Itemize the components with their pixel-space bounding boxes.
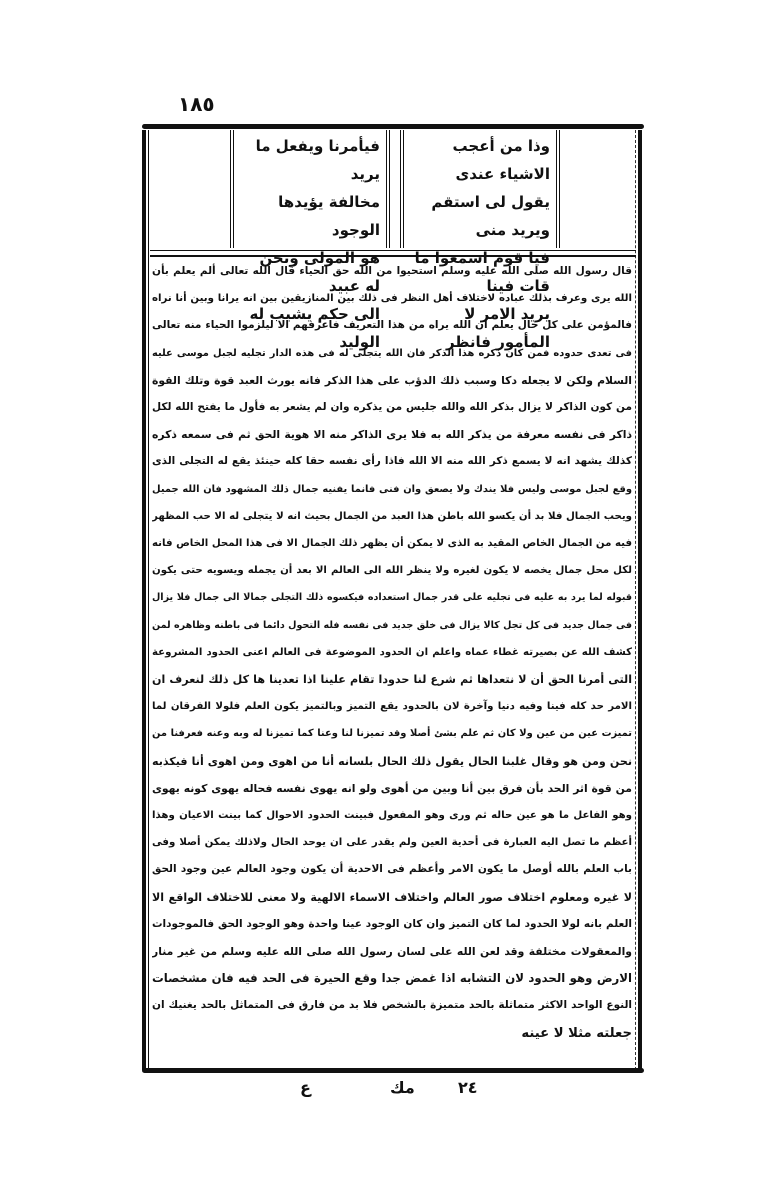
footer-signature-mark: مك xyxy=(390,1078,415,1097)
text-line: أعظم ما تصل اليه العبارة فى أحدية العين ولم يقدر على ان يوحد الحال ولاذلك يمكن أصلا وفى xyxy=(152,837,632,849)
poem-verse: هو المولى ونحن له عبيد xyxy=(259,249,380,295)
text-line: فى تعدى حدوده فمن كان ذكره هذا الذكر فان الله يتجلى له فى هذه الدار تجليه لجبل موسى عليه xyxy=(152,347,632,359)
footer-letter: ع xyxy=(300,1078,311,1097)
frame-bottom-rule xyxy=(142,1068,644,1073)
poem-left-column xyxy=(230,130,390,351)
text-line: ويحب الجمال فلا بد أن يكسو الله باطن هذا العبد من الجمال بحيث انه لا يتجلى له الا حب المظهر xyxy=(152,510,632,522)
text-line: العلم بانه لولا الحدود لما كان التميز وان كان الوجود عينا واحدة وهو الوجود الحق فالموجودات xyxy=(152,917,632,930)
frame-top-rule xyxy=(142,124,644,129)
text-line: فالمؤمن على كل حال يعلم ان الله يراه من هذا التعريف فاعرفهم الا ليلزموا الحياء منه تعالى xyxy=(152,319,632,332)
text-line: الامر حد كله فينا وفيه دنيا وآخرة لان بالحدود يقع التميز وبالتميز يكون العلم فلولا الفرقان لما xyxy=(152,701,632,713)
text-line: الله يرى وعرف بذلك عباده لاختلاف أهل النظر فى ذلك بين المنازيقين بين انه يرانا وبين أنا نراه xyxy=(152,293,632,305)
text-line: قال رسول الله صلى الله عليه وسلم استحيوا من الله حق الحياء قال الله تعالى ألم يعلم بأن xyxy=(152,265,632,277)
text-line: والمعقولات مختلفة وقد لعن الله على لسان رسول الله صلى الله عليه وسلم من غير منار xyxy=(152,945,632,959)
poem-verse: مخالفة يؤيدها الوجود xyxy=(278,193,380,239)
footer-signature-number: ٢٤ xyxy=(458,1078,478,1097)
text-line: كذلك يشهد انه لا يسمع ذكر الله منه الا الله فاذا رأى نفسه حقا كله حينئذ يقع له التجلى الذى xyxy=(152,455,632,468)
text-line: فى جمال جديد فى كل تجل كالا يزال فى خلق جديد فى نفسه فله التحول دائما فى باطنه وظاهره لمن xyxy=(152,619,632,631)
prose-body xyxy=(152,258,632,1047)
poem-verse: يريد الامر لا المأمور فانظر xyxy=(445,305,550,351)
poem-verse: الى حكم يشيب له الوليد xyxy=(249,305,380,351)
text-line: ذاكر فى نفسه معرفة من يذكر الله به فلا يرى الذاكر منه الا هوية الحق ثم فى سمعه ذكره xyxy=(152,428,632,442)
text-line: قبوله لما يرد به عليه فى تجليه على قدر جمال استعداده فيكسوه ذلك التجلى جمالا الى جمال فلا يزال xyxy=(152,592,632,604)
poem-right-column xyxy=(400,130,560,351)
text-line: من كون الذاكر لا يزال بذكر الله والله جليس من يذكره وان لم يشعر به فأول ما يفتح الله لكل xyxy=(152,401,632,414)
text-line: تميزت عين من عين ولا كان ثم علم بشئ أصلا وقد تميزنا لنا وعنا كما تميزنا له وبه وعنه فعرفنا من xyxy=(152,728,632,740)
text-line: الارض وهو الحدود لان التشابه اذا غمض جدا وقع الحيرة فى الحد فيه فان مشخصات xyxy=(152,971,632,986)
text-line: النوع الواحد الاكثر متماثلة بالحد متميزة بالشخص فلا بد من فارق فى المتماثل بالحد يغنيك ان xyxy=(152,999,632,1012)
poem-verse: فيا قوم اسمعوا ما قات فينا xyxy=(414,249,550,295)
text-line: التى أمرنا الحق أن لا نتعداها ثم شرع لنا حدودا تقام علينا اذا تعدينا ها كل ذلك لنعرف ان xyxy=(152,673,632,687)
text-line: فيه من الجمال الخاص المقيد به الذى لا يمكن أن يظهر ذلك الجمال الا فى هذا المحل الخاص فانه xyxy=(152,538,632,550)
text-line: كشف الله عن بصيرته غطاء عماه واعلم ان الحدود الموضوعة فى العالم اعنى الحدود المشروعة xyxy=(152,646,632,658)
text-line: من قوة اثر الحد بأن فرق بين أنا وبين من أهوى ولو انه يهوى نفسه فحاله يهوى كونه يهوى xyxy=(152,781,632,795)
poem-verse: فيأمرنا ويفعل ما يريد xyxy=(255,137,380,183)
text-line: لكل محل جمال يخصه لا يكون لغيره ولا ينظر الله الى العالم الا بعد أن يجمله ويسويه حتى يكون xyxy=(152,565,632,577)
text-line: السلام ولكن لا يجعله دكا وسبب ذلك الدؤب على هذا الذكر فانه يورث العبد قوة وتلك القوة xyxy=(152,373,632,387)
text-line: جعلته مثلا لا عينه xyxy=(521,1025,632,1041)
text-line: باب العلم بالله أوصل ما يكون الامر وأعظم فى الاحدية أن يكون وجود العالم عين وجود الحق xyxy=(152,863,632,876)
poem-separator xyxy=(150,250,636,257)
page-number: ١٨٥ xyxy=(178,92,215,116)
text-line: وقع لجبل موسى وليس فلا يندك ولا يصعق وان فنى فانما يفنيه جمال ذلك المشهود فان الله جميل xyxy=(152,483,632,495)
text-line: نحن ومن هو وقال غلبنا الحال يقول ذلك الحال بلسانه أنا من اهوى ومن اهوى أنا فيكذبه xyxy=(152,754,632,768)
poem-verse: يقول لى استقم ويريد منى xyxy=(431,193,550,239)
poem-verse: وذا من أعجب الاشياء عندى xyxy=(452,137,550,183)
text-line: وهو الفاعل ما هو عين حاله ثم ورى وهو المفعول فبينت الحدود الاحوال كما بينت الاعيان وهذا xyxy=(152,810,632,822)
text-line: لا غيره ومعلوم اختلاف صور العالم واختلاف الاسماء الالهية ولا معنى للاختلاف الواقع الا xyxy=(152,890,632,904)
